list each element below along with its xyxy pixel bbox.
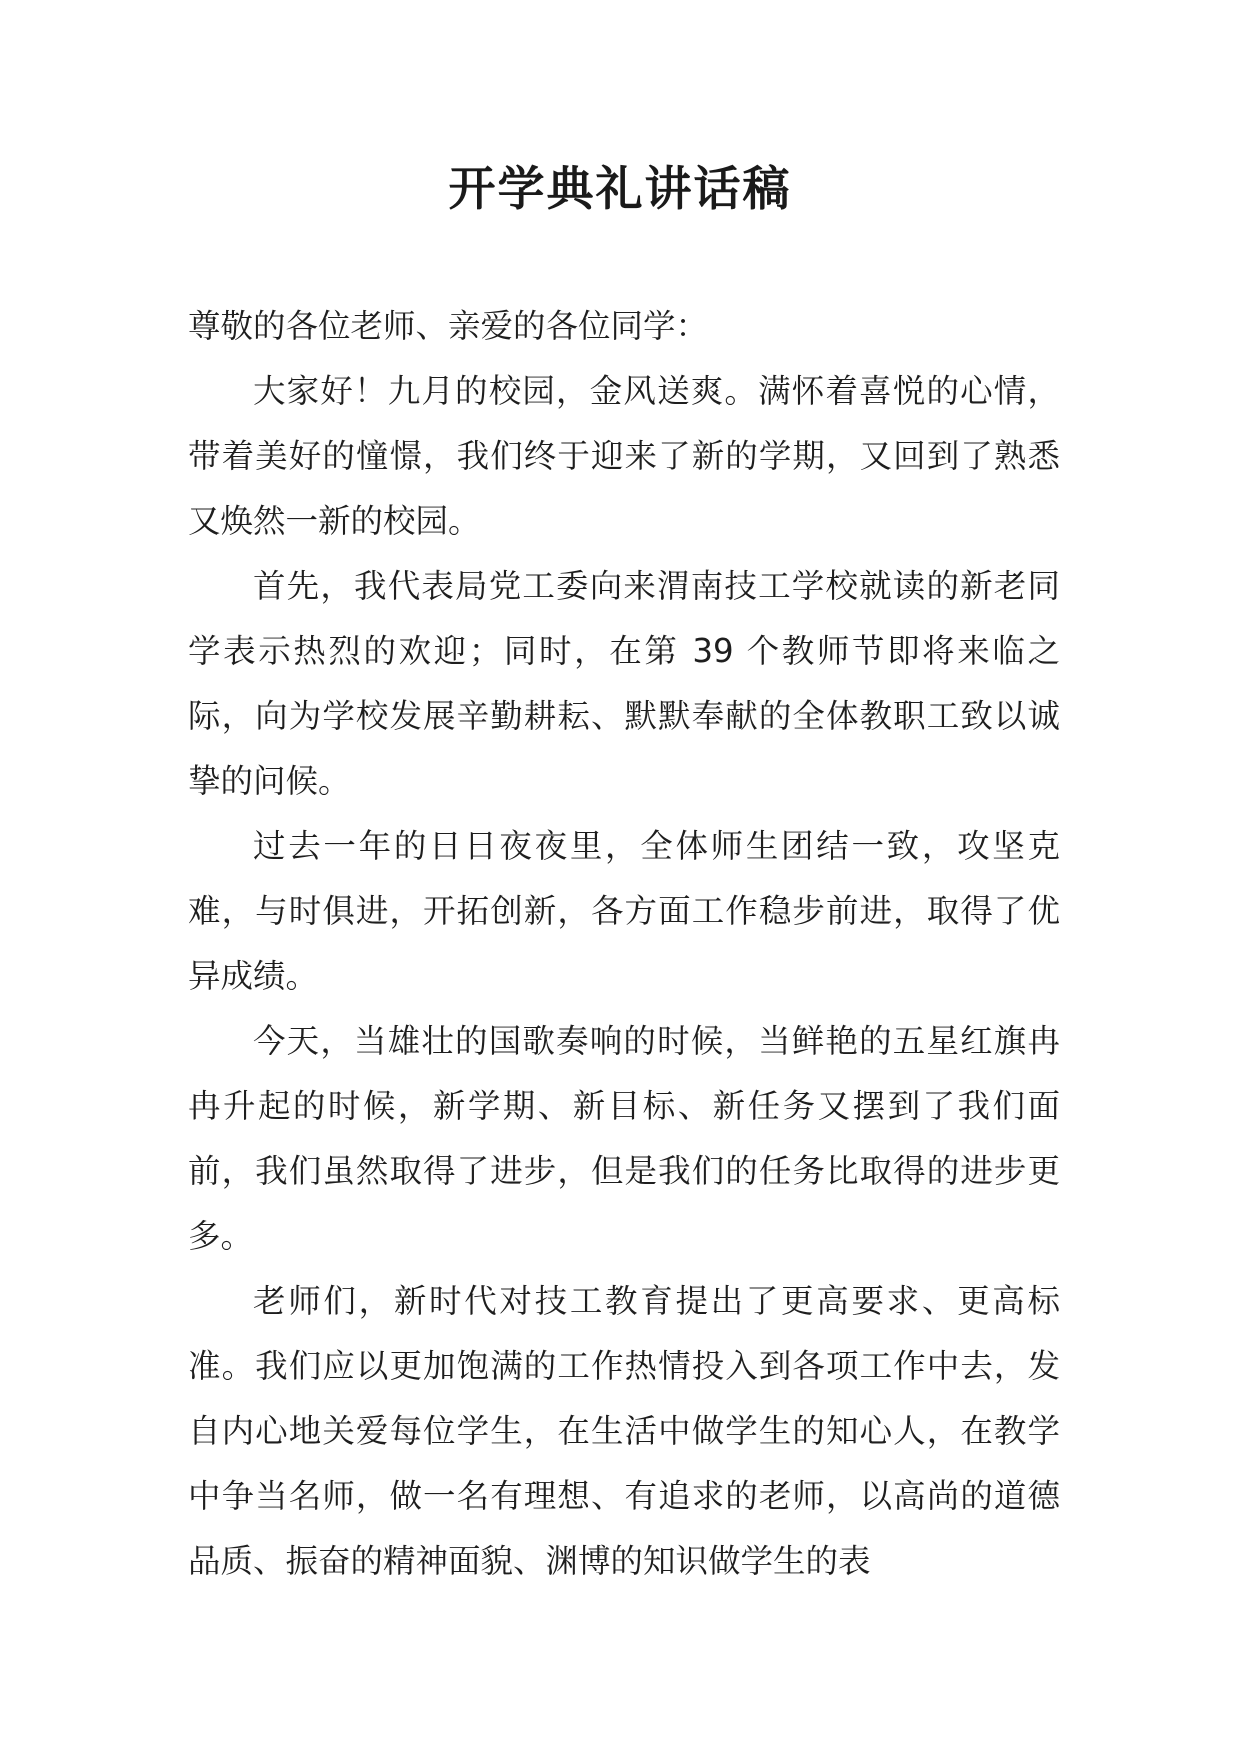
document-title: 开学典礼讲话稿: [448, 162, 792, 217]
paragraph-greeting: 大家好！九月的校园，金风送爽。满怀着喜悦的心情，带着美好的憧憬，我们终于迎来了新的学期，又回到了熟悉又焕然一新的校园。: [188, 372, 1060, 540]
paragraph-today: 今天，当雄壮的国歌奏响的时候，当鲜艳的五星红旗冉冉升起的时候，新学期、新目标、新任务又摆到了我们面前，我们虽然取得了进步，但是我们的任务比取得的进步更多。: [188, 1022, 1060, 1255]
paragraph-welcome: 首先，我代表局党工委向来渭南技工学校就读的新老同学表示热烈的欢迎；同时，在第 39 个教师节即将来临之际，向为学校发展辛勤耕耘、默默奉献的全体教职工致以诚挚的问候。: [188, 567, 1060, 800]
document-body: [188, 294, 1060, 1594]
salutation: 尊敬的各位老师、亲爱的各位同学：: [188, 307, 709, 345]
paragraph-teachers: 老师们，新时代对技工教育提出了更高要求、更高标准。我们应以更加饱满的工作热情投入到各项工作中去，发自内心地关爱每位学生，在生活中做学生的知心人，在教学中争当名师，做一名有理想、有追求的老师，以高尚的道德品质、振奋的精神面貌、渊博的知识做学生的表: [188, 1282, 1060, 1580]
paragraph-past-year: 过去一年的日日夜夜里，全体师生团结一致，攻坚克难，与时俱进，开拓创新，各方面工作稳步前进，取得了优异成绩。: [188, 827, 1060, 995]
